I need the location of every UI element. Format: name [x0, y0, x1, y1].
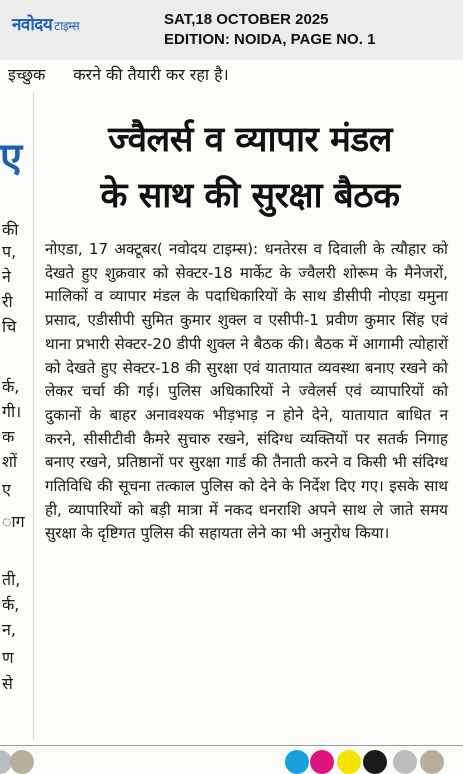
registration-dot: [420, 750, 444, 774]
edition-page: EDITION: NOIDA, PAGE NO. 1: [164, 31, 376, 48]
adjacent-fragment: र्क,: [2, 377, 20, 396]
adjacent-fragment: क: [2, 427, 15, 446]
issue-date: SAT,18 OCTOBER 2025: [164, 11, 329, 28]
adjacent-fragment: से: [2, 674, 13, 693]
adjacent-fragment: ाग: [2, 512, 25, 531]
adjacent-fragment: ती,: [2, 570, 21, 589]
adjacent-column-fragments: [0, 210, 25, 730]
adjacent-fragment: न,: [2, 620, 16, 639]
page-bottom-rule: [0, 745, 463, 746]
article-body: नोएडा, 17 अक्टूबर( नवोदय टाइम्स): धनतेरस व दिवाली के त्यौहार को देखते हुए शुक्रवार को सेक्टर-18 मार्केट के ज्वैलरी शोरूम के मैनेजरों, मालिकों व व्यापार मंडल के पदाधिकारियों के साथ डीसीपी नोएडा यमुना प्रसाद, एडीसीपी सुमित कुमार शुक्ल व एसीपी-1 प्रवीण कुमार सिंह एवं थाना प्रभारी सेक्टर-20 डीपी शुक्ल ने बैठक की। बैठक में आगामी त्योहारों को देखते हुए सेक्टर-18 की सुरक्षा एवं यातायात व्यवस्था बनाए रखने को लेकर चर्चा की गई। पुलिस अधिकारियों ने ज्वेलर्स एवं व्यापारियों को दुकानों के बाहर अनावश्यक भीड़भाड़ न होने देने, यातायात बाधित न करने, सीसीटीवी कैमरे सुचारु रखने, संदिग्ध व्यक्तियों पर सतर्क निगाह बनाए रखने, प्रतिष्ठानों पर सुरक्षा गार्ड की तैनाती करने व किसी भी संदिग्ध गतिविधि की सूचना तत्काल पुलिस को देने के निर्देश दिए गए। इसके साथ ही, व्यापारियों को बड़ी मात्रा में नकद धनराशि अपने साथ ले जाते समय सुरक्षा के दृष्टिगत पुलिस की सहायता लेने का भी अनुरोध किया।: [45, 240, 448, 543]
registration-dot: [363, 750, 387, 774]
adjacent-fragment: ए: [2, 480, 11, 499]
adjacent-headline-glyph: ए: [0, 135, 23, 181]
adjacent-fragment: ण: [2, 648, 14, 667]
adjacent-fragment: प,: [2, 242, 17, 261]
column-divider: [33, 92, 34, 740]
adjacent-fragment: चि: [2, 317, 17, 336]
headline-line-1: ज्वैलर्स व व्यापार मंडल: [108, 120, 392, 160]
article-headline: [40, 112, 460, 224]
adjacent-fragment: र्क,: [2, 595, 20, 614]
top-fragment-left: इच्छुक: [8, 65, 46, 84]
logo-main-text: नवोदय: [12, 15, 53, 35]
page-header: [0, 0, 463, 60]
registration-dot: [285, 750, 309, 774]
adjacent-fragment: शों: [2, 452, 18, 471]
registration-dot: [337, 750, 361, 774]
adjacent-fragment: की: [2, 220, 19, 239]
edition-info: [164, 10, 375, 50]
logo-sub-text: टाइम्स: [54, 19, 80, 33]
top-fragment-right: करने की तैयारी कर रहा है।: [73, 65, 229, 84]
headline-line-2: के साथ की सुरक्षा बैठक: [100, 176, 400, 216]
adjacent-fragment: ने: [2, 267, 11, 286]
newspaper-logo: [12, 12, 79, 35]
registration-dot: [310, 750, 334, 774]
adjacent-fragment: गी।: [2, 402, 22, 421]
previous-article-fragment: [8, 60, 458, 92]
adjacent-fragment: री: [2, 292, 13, 311]
registration-dot: [10, 750, 34, 774]
registration-dot: [393, 750, 417, 774]
